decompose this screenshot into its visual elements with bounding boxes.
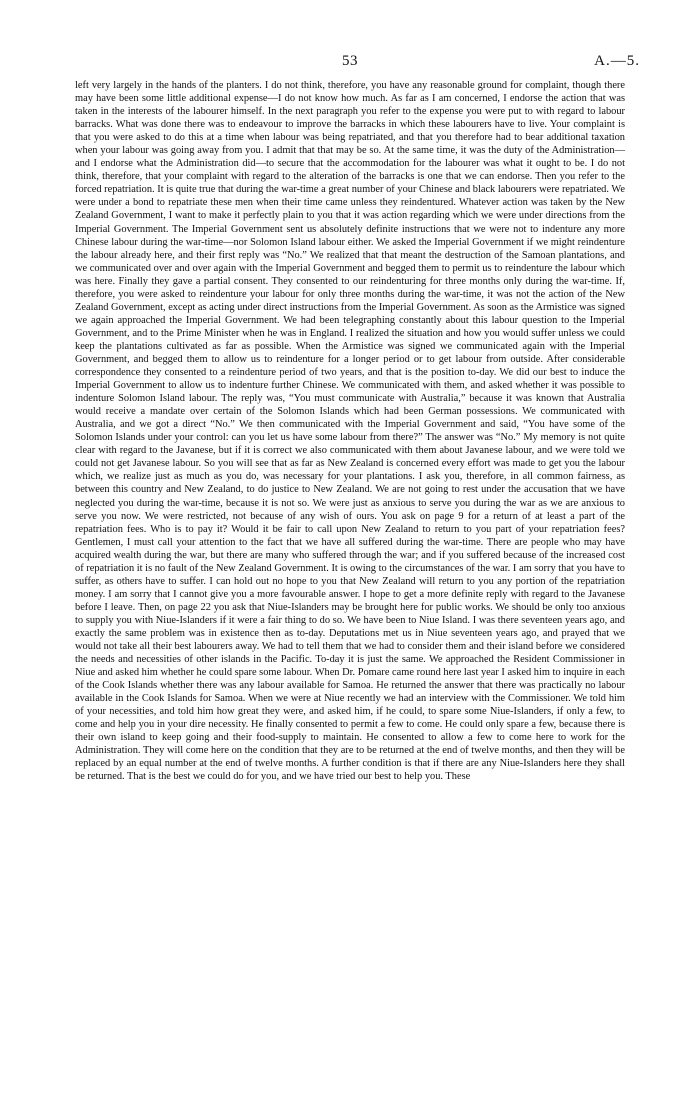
- document-reference: A.—5.: [594, 53, 640, 69]
- page-number: 53: [342, 53, 358, 69]
- body-paragraph: left very largely in the hands of the planters. I do not think, therefore, you have any reasonable ground for complaint, though there may have been some little additional expense—I do not know how much. As far as I am concerned, I endorse the action that was taken in the interests of the labourer himself. In the next paragraph you refer to the expense you were put to with regard to labour barracks. What was done there was to endeavour to improve the barracks in which these labourers have to live. Your complaint is that you were asked to do this at a time when labour was being repatriated, and that you therefore had to bear additional taxation when your labour was going away from you. I admit that that may be so. At the same time, it was the duty of the Administration—and I endorse what the Administration did—to secure that the accommodation for the labourer was what it ought to be. I do not think, therefore, that your complaint with regard to the alteration of the barracks is one that we can endorse. Then you refer to the forced repatriation. It is quite true that during the war-time a great number of your Chinese and black labourers were repatriated. We were under a bond to repatriate these men when their time came unless they reindentured. Whatever action was taken by the New Zealand Government, I want to make it perfectly plain to you that it was action regarding which we were under directions from the Imperial Government. The Imperial Government sent us absolutely definite instructions that we were not to indenture any more Chinese labour during the war-time—nor Solomon Island labour either. We asked the Imperial Government if we might reindenture the labour already here, and their first reply was “No.” We realized that that meant the destruction of the Samoan plantations, and we communicated over and over again with the Imperial Government and begged them to permit us to reindenture the labour which was here. Finally they gave a partial consent. They consented to our reindenturing for three months only during the war-time. If, therefore, you were asked to reindenture your labour for only three months during the war-time, it was not the action of the New Zealand Government, except as acting under direct instructions from the Imperial Government. As soon as the Armistice was signed we again approached the Imperial Government. We had been telegraphing constantly about this labour question to the Imperial Government, and to the Prime Minister when he was in England. I realized the situation and how you would suffer unless we could keep the plantations cultivated as far as possible. When the Armistice was signed we communicated again with the Imperial Government, and begged them to allow us to reindenture for a longer period or to get labour from outside. After considerable correspondence they consented to a reindenture period of two years, and that is the position to-day. We did our best to induce the Imperial Government to allow us to indenture further Chinese. We communicated with them, and asked whether it was possible to indenture Solomon Island labour. The reply was, “You must communicate with Australia,” because it was known that Australia would receive a mandate over certain of the Solomon Islands which had been German possessions. We communicated with Australia, and we got a direct “No.” We then communicated with the Imperial Government and said, “You have some of the Solomon Islands under your control: can you let us have some labour from there?” The answer was “No.” My memory is not quite clear with regard to the Javanese, but if it is correct we also communicated with them about Javanese labour, and we were told we could not get Javanese labour. So you will see that as far as New Zealand is concerned every effort was made to get you the labour which, we realize just as much as you do, was necessary for your plantations. I ask you, therefore, in all common fairness, as between this country and New Zealand, to do justice to New Zealand. We are not going to rest under the accusation that we have neglected you during the war-time, because it is not so. We were just as anxious to serve you during the war as we are anxious to serve you now. We were restricted, not because of any wish of ours. You ask on page 9 for a return of at least a part of the repatriation fees. Who is to pay it? Would it be fair to call upon New Zealand to return to you part of your repatriation fees? Gentlemen, I must call your attention to the fact that we have all suffered during the war-time. There are people who may have acquired wealth during the war, but there are many who suffered through the war; and if you suffered because of the increased cost of repatriation it is no fault of the New Zealand Government. It is owing to the circumstances of the war. I am sorry that you have to suffer, as others have to suffer. I can hold out no hope to you that New Zealand will return to you any portion of the repatriation money. I am sorry that I cannot give you a more favourable answer. I hope to get a more definite reply with regard to the Javanese before I leave. Then, on page 22 you ask that Niue-Islanders may be brought here for public works. We should be only too anxious to supply you with Niue-Islanders if it were a fair thing to do so. We have been to Niue Island. I was there seventeen years ago, and exactly the same problem was in existence then as to-day. Deputations met us in Niue seventeen years ago, and prayed that we would not take all their best labourers away. We had to tell them that we had to consider them and their island before we considered the needs and necessities of other islands in the Pacific. To-day it is just the same. We approached the Resident Commissioner in Niue and asked him whether he could spare some labour. When Dr. Pomare came round here last year I asked him to inquire in each of the Cook Islands whether there was any labour available for Samoa. He returned the answer that there was practically no labour available in the Cook Islands for Samoa. When we were at Niue recently we had an interview with the Commissioner. We told him of your necessities, and told him how great they were, and asked him, if he could, to spare some Niue-Islanders, if only a few, to come and help you in your dire necessity. He finally consented to permit a few to come. He could only spare a few, because there is their own island to keep going and their food-supply to maintain. He consented to allow a few to come here to work for the Administration. They will come here on the condition that they are to be returned at the end of twelve months, and then they will be replaced by an equal number at the end of twelve months. A further condition is that if there are any Niue-Islanders here they shall be returned. That is the best we could do for you, and we have tried our best to help you. These: [75, 80, 625, 783]
